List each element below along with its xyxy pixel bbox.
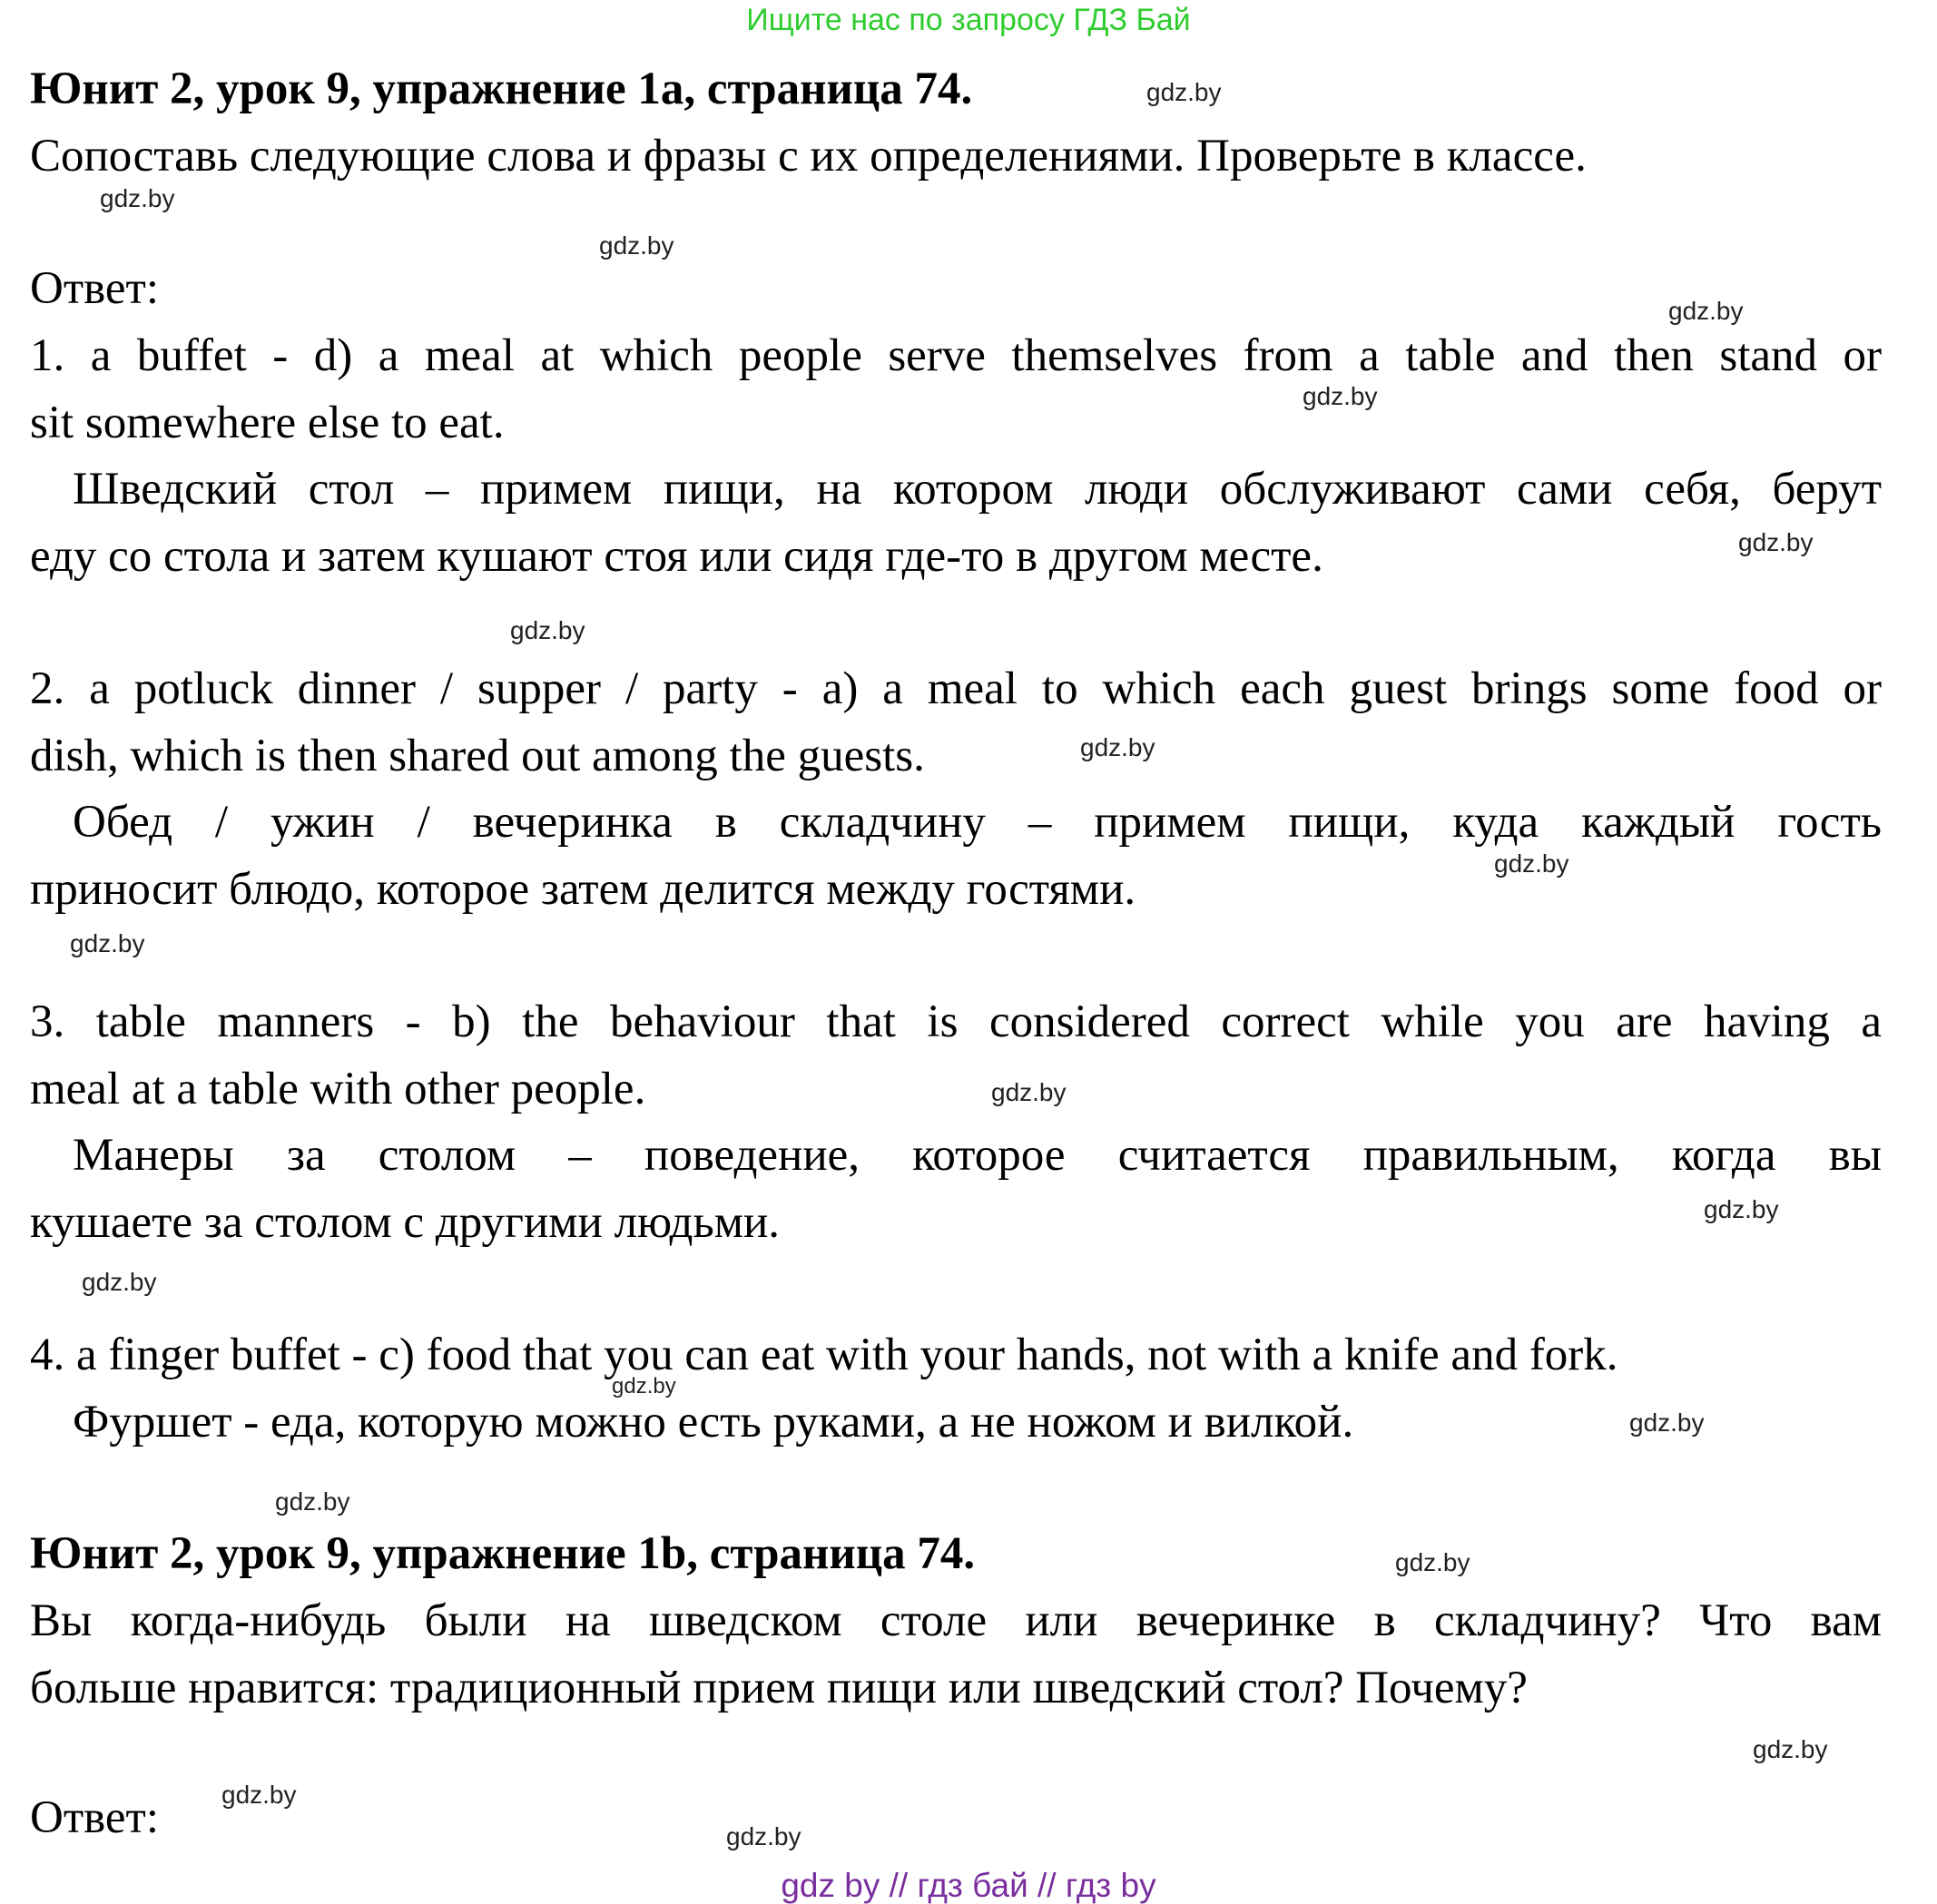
watermark: gdz.by: [1395, 1548, 1470, 1576]
watermark: gdz.by: [70, 929, 145, 957]
item-3-en-line-1: 3. table manners - b) the behaviour that is considered correct while you are having a: [30, 996, 1882, 1047]
item-4-ru-line-1: Фуршет - еда, которую можно есть руками, а не ножом и вилкой.: [73, 1397, 1354, 1448]
exercise-1b-heading: Юнит 2, урок 9, упражнение 1b, страница 74.: [30, 1528, 976, 1579]
watermark: gdz.by: [1146, 78, 1222, 106]
watermark: gdz.by: [726, 1822, 801, 1850]
top-banner[interactable]: Ищите нас по запросу ГДЗ Бай: [746, 3, 1191, 37]
watermark: gdz.by: [612, 1374, 676, 1399]
item-4-en-line-1: 4. a finger buffet - c) food that you can eat with your hands, not with a knife and fork.: [30, 1330, 1618, 1380]
item-1-en-line-1: 1. a buffet - d) a meal at which people serve themselves from a table and then stand or: [30, 330, 1882, 381]
footer-links[interactable]: gdz by // гдз бай // гдз by: [781, 1867, 1156, 1904]
watermark: gdz.by: [1668, 297, 1744, 325]
item-1-ru-line-2: еду со стола и затем кушают стоя или сидя где-то в другом месте.: [30, 531, 1323, 582]
watermark: gdz.by: [991, 1078, 1067, 1106]
exercise-1b-task-line-2: больше нравится: традиционный прием пищи или шведский стол? Почему?: [30, 1663, 1528, 1713]
item-1-ru-line-1: Шведский стол – примем пищи, на котором люди обслуживают сами себя, берут: [73, 464, 1882, 515]
watermark: gdz.by: [599, 231, 674, 260]
exercise-1b-answer-label: Ответ:: [30, 1792, 159, 1843]
watermark: gdz.by: [510, 616, 585, 644]
watermark: gdz.by: [82, 1268, 157, 1296]
watermark: gdz.by: [221, 1781, 297, 1809]
watermark: gdz.by: [1629, 1408, 1705, 1437]
exercise-1a-task: Сопоставь следующие слова и фразы с их определениями. Проверьте в классе.: [30, 131, 1587, 182]
watermark: gdz.by: [1080, 733, 1155, 761]
item-2-en-line-2: dish, which is then shared out among the guests.: [30, 731, 925, 781]
item-3-ru-line-1: Манеры за столом – поведение, которое считается правильным, когда вы: [73, 1130, 1882, 1181]
watermark: gdz.by: [100, 184, 175, 212]
item-3-ru-line-2: кушаете за столом с другими людьми.: [30, 1197, 781, 1248]
item-2-ru-line-2: приносит блюдо, которое затем делится между гостями.: [30, 864, 1136, 915]
item-3-en-line-2: meal at a table with other people.: [30, 1064, 646, 1114]
watermark: gdz.by: [1753, 1735, 1828, 1763]
watermark: gdz.by: [1494, 849, 1569, 878]
watermark: gdz.by: [275, 1487, 350, 1516]
item-2-ru-line-1: Обед / ужин / вечеринка в складчину – примем пищи, куда каждый гость: [73, 797, 1882, 848]
item-1-en-line-2: sit somewhere else to eat.: [30, 397, 505, 448]
exercise-1a-answer-label: Ответ:: [30, 263, 159, 314]
watermark: gdz.by: [1303, 382, 1378, 410]
item-2-en-line-1: 2. a potluck dinner / supper / party - a) a meal to which each guest brings some food or: [30, 663, 1882, 714]
exercise-1a-heading: Юнит 2, урок 9, упражнение 1a, страница 74.: [30, 64, 973, 114]
watermark: gdz.by: [1704, 1195, 1779, 1223]
watermark: gdz.by: [1738, 528, 1814, 556]
exercise-1b-task-line-1: Вы когда-нибудь были на шведском столе или вечеринке в складчину? Что вам: [30, 1595, 1882, 1646]
